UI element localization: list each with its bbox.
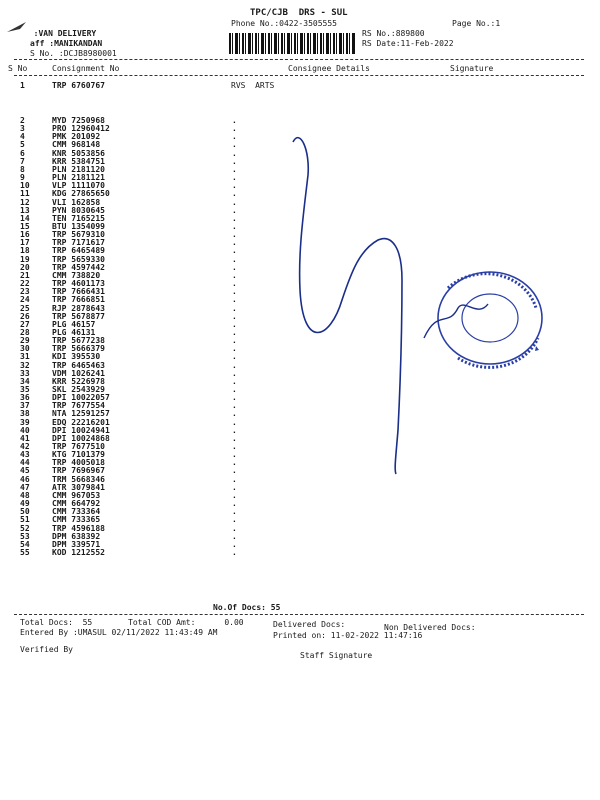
entered-by: Entered By :UMASUL 02/11/2022 11:43:49 AM <box>20 628 218 637</box>
row-sno: 30 <box>20 344 30 354</box>
row-consignee-dot: . <box>232 425 237 435</box>
row-consignee-dot: . <box>232 213 237 223</box>
rs-number: RS No.:889800 <box>362 29 425 38</box>
row-consignment-no: TRP 5678877 <box>52 311 105 321</box>
row-consignee-dot: . <box>232 254 237 264</box>
row-consignee-dot: . <box>232 132 237 142</box>
row-consignment-no: TRP 6465489 <box>52 246 105 256</box>
row-consignment-no: TRP 5679310 <box>52 230 105 240</box>
row-consignee-dot: . <box>232 433 237 443</box>
separator-top <box>14 59 584 60</box>
separator-bottom <box>14 614 584 615</box>
row-consignment-no: TRP 5659330 <box>52 254 105 264</box>
row-consignment-no: DPI 10024868 <box>52 433 110 443</box>
row-consignment-no: PMK 201092 <box>52 132 101 142</box>
row-consignment-no: NTA 12591257 <box>52 409 110 419</box>
row-sno: 23 <box>20 287 30 297</box>
row-consignment-no: TRP 7696967 <box>52 466 105 476</box>
row-sno: 22 <box>20 279 30 288</box>
row-consignment-no: PLG 46157 <box>52 319 96 329</box>
row-sno: 37 <box>20 401 30 411</box>
row-sno: 35 <box>20 384 30 394</box>
page-number: Page No.:1 <box>452 19 501 28</box>
row-sno: 21 <box>20 270 30 280</box>
row-sno: 48 <box>20 490 30 500</box>
row-consignee-dot: . <box>232 116 237 125</box>
row-sno: 2 <box>20 116 25 125</box>
row-consignment-no: DPM 638392 <box>52 531 101 541</box>
row-sno: 39 <box>20 417 30 427</box>
barcode <box>229 33 355 54</box>
row-consignment-no: TRP 6465463 <box>52 360 105 370</box>
row-consignment-no: SKL 2543929 <box>52 384 105 394</box>
row-sno: 49 <box>20 499 30 509</box>
row-consignee-dot: . <box>232 376 237 386</box>
total-cod-amount: Total COD Amt: 0.00 <box>128 618 244 627</box>
row-sno: 52 <box>20 523 30 533</box>
row-sno: 8 <box>20 164 25 174</box>
row-1-consignment: TRP 6760767 <box>52 81 105 90</box>
row-sno: 25 <box>20 303 30 313</box>
row-consignment-no: PLG 46131 <box>52 327 96 337</box>
row-sno: 33 <box>20 368 30 378</box>
row-consignment-no: CMM 967053 <box>52 490 101 500</box>
row-sno: 18 <box>20 246 30 256</box>
row-consignee-dot: . <box>232 474 237 484</box>
row-sno: 38 <box>20 409 30 419</box>
delivered-docs: Delivered Docs: <box>273 620 346 629</box>
row-consignee-dot: . <box>232 140 237 150</box>
row-consignment-no: PLN 2181120 <box>52 164 105 174</box>
row-consignee-dot: . <box>232 450 237 460</box>
row-consignment-no: TRP 7677510 <box>52 442 105 451</box>
row-consignee-dot: . <box>232 548 237 557</box>
row-consignee-dot: . <box>232 352 237 362</box>
row-consignment-no: RJP 2878643 <box>52 303 105 313</box>
row-consignment-no: CMM 733364 <box>52 507 101 517</box>
row-consignee-dot: . <box>232 515 237 525</box>
row-sno: 54 <box>20 539 30 549</box>
row-consignment-no: TRP 7666851 <box>52 295 105 305</box>
row-consignee-dot: . <box>232 368 237 378</box>
no-of-docs: No.Of Docs: 55 <box>213 603 281 612</box>
row-sno: 6 <box>20 148 25 158</box>
row-sno: 13 <box>20 205 30 215</box>
row-sno: 10 <box>20 181 30 191</box>
row-consignee-dot: . <box>232 262 237 272</box>
printed-on: Printed on: 11-02-2022 11:47:16 <box>273 631 423 640</box>
row-consignee-dot: . <box>232 287 237 297</box>
row-consignment-no: PLN 2181121 <box>52 173 105 183</box>
row-consignee-dot: . <box>232 523 237 533</box>
row-consignee-dot: . <box>232 230 237 240</box>
separator-header <box>14 75 584 76</box>
row-consignee-dot: . <box>232 246 237 256</box>
row-sno: 20 <box>20 262 30 272</box>
row-sno: 9 <box>20 173 25 183</box>
row-sno: 40 <box>20 425 30 435</box>
row-consignee-dot: . <box>232 393 237 403</box>
row-consignment-no: KDI 395530 <box>52 352 101 362</box>
row-sno: 19 <box>20 254 30 264</box>
row-consignee-dot: . <box>232 466 237 476</box>
staff-signature-label: Staff Signature <box>300 651 373 660</box>
row-consignee-dot: . <box>232 499 237 509</box>
row-consignee-dot: . <box>232 458 237 468</box>
row-consignment-no: VDM 1026241 <box>52 368 105 378</box>
row-consignment-no: TRP 5666379 <box>52 344 105 354</box>
row-consignee-dot: . <box>232 319 237 329</box>
row-consignment-no: KRR 5384751 <box>52 156 105 166</box>
row-sno: 16 <box>20 230 30 240</box>
row-consignment-no: TRP 4601173 <box>52 279 105 288</box>
row-consignee-dot: . <box>232 539 237 549</box>
row-consignee-dot: . <box>232 164 237 174</box>
row-consignment-no: MYD 7250968 <box>52 116 105 125</box>
row-consignee-dot: . <box>232 279 237 288</box>
row-consignment-no: DPM 339571 <box>52 539 101 549</box>
row-sno: 28 <box>20 327 30 337</box>
row-consignee-dot: . <box>232 303 237 313</box>
row-consignment-no: KTG 7101379 <box>52 450 105 460</box>
row-consignee-dot: . <box>232 197 237 207</box>
row-consignee-dot: . <box>232 327 237 337</box>
total-docs: Total Docs: 55 <box>20 618 93 627</box>
row-sno: 4 <box>20 132 25 142</box>
row-consignee-dot: . <box>232 360 237 370</box>
row-consignee-dot: . <box>232 270 237 280</box>
row-sno: 15 <box>20 221 30 231</box>
row-sno: 43 <box>20 450 30 460</box>
row-consignee-dot: . <box>232 490 237 500</box>
row-consignee-dot: . <box>232 205 237 215</box>
row-sno: 32 <box>20 360 30 370</box>
row-consignment-no: PRO 12960412 <box>52 124 110 134</box>
row-sno: 47 <box>20 482 30 492</box>
col-header-consignment: Consignment No <box>52 64 120 73</box>
row-consignee-dot: . <box>232 409 237 419</box>
row-consignment-no: DPI 10022057 <box>52 393 110 403</box>
row-sno: 29 <box>20 336 30 346</box>
row-consignee-dot: . <box>232 417 237 427</box>
row-sno: 34 <box>20 376 30 386</box>
row-sno: 11 <box>20 189 30 199</box>
row-consignment-no: CMM 664792 <box>52 499 101 509</box>
row-consignee-dot: . <box>232 507 237 517</box>
row-sno: 53 <box>20 531 30 541</box>
drs-number: S No. :DCJB8980001 <box>30 49 117 58</box>
row-sno: 36 <box>20 393 30 403</box>
col-header-consignee: Consignee Details <box>288 64 370 73</box>
row-consignment-no: TRP 7171617 <box>52 238 105 248</box>
row-consignee-dot: . <box>232 238 237 248</box>
row-sno: 14 <box>20 213 30 223</box>
row-consignment-no: KNR 5053856 <box>52 148 105 158</box>
row-sno: 5 <box>20 140 25 150</box>
table-row <box>0 549 600 557</box>
row-sno: 27 <box>20 319 30 329</box>
row-sno: 51 <box>20 515 30 525</box>
row-1-consignee: RVS ARTS <box>231 81 275 90</box>
row-consignee-dot: . <box>232 124 237 134</box>
row-consignee-dot: . <box>232 295 237 305</box>
row-consignment-no: CMM 738820 <box>52 270 101 280</box>
row-sno: 3 <box>20 124 25 134</box>
row-sno: 50 <box>20 507 30 517</box>
delivery-type: :VAN DELIVERY <box>24 29 97 38</box>
row-consignment-no: KOD 1212552 <box>52 548 105 557</box>
row-consignment-no: KDG 27865650 <box>52 189 110 199</box>
row-consignee-dot: . <box>232 173 237 183</box>
row-consignee-dot: . <box>232 401 237 411</box>
row-consignment-no: TEN 7165215 <box>52 213 105 223</box>
row-sno: 41 <box>20 433 30 443</box>
row-consignment-no: CMM 968148 <box>52 140 101 150</box>
row-sno: 7 <box>20 156 25 166</box>
row-consignee-dot: . <box>232 336 237 346</box>
row-sno: 55 <box>20 548 30 557</box>
rs-date: RS Date:11-Feb-2022 <box>362 39 454 48</box>
row-consignee-dot: . <box>232 531 237 541</box>
row-consignment-no: DPI 10024941 <box>52 425 110 435</box>
row-consignee-dot: . <box>232 181 237 191</box>
row-consignee-dot: . <box>232 482 237 492</box>
row-sno: 17 <box>20 238 30 248</box>
document-title: TPC/CJB DRS - SUL <box>250 8 348 18</box>
row-sno: 45 <box>20 466 30 476</box>
row-consignee-dot: . <box>232 442 237 451</box>
row-consignment-no: TRP 4596188 <box>52 523 105 533</box>
row-consignment-no: TRM 5668346 <box>52 474 105 484</box>
row-consignment-no: KRR 5226978 <box>52 376 105 386</box>
phone-number: Phone No.:0422-3505555 <box>231 19 337 28</box>
row-sno: 12 <box>20 197 30 207</box>
row-consignment-no: TRP 4005018 <box>52 458 105 468</box>
row-consignee-dot: . <box>232 384 237 394</box>
verified-by: Verified By <box>20 645 73 654</box>
row-1-sno: 1 <box>20 81 25 90</box>
row-consignee-dot: . <box>232 344 237 354</box>
row-consignment-no: VLI 162858 <box>52 197 101 207</box>
row-consignee-dot: . <box>232 156 237 166</box>
row-consignment-no: CMM 733365 <box>52 515 101 525</box>
row-sno: 24 <box>20 295 30 305</box>
row-sno: 46 <box>20 474 30 484</box>
row-sno: 26 <box>20 311 30 321</box>
row-consignment-no: BTU 1354099 <box>52 221 105 231</box>
row-consignment-no: TRP 4597442 <box>52 262 105 272</box>
row-consignee-dot: . <box>232 221 237 231</box>
row-sno: 44 <box>20 458 30 468</box>
col-header-sno: S No <box>8 64 28 73</box>
row-consignment-no: TRP 5677238 <box>52 336 105 346</box>
non-delivered-docs: Non Delivered Docs: <box>384 623 476 632</box>
row-sno: 31 <box>20 352 30 362</box>
row-consignment-no: EDQ 22216201 <box>52 417 110 427</box>
row-consignment-no: VLP 1111070 <box>52 181 105 191</box>
row-consignment-no: PYN 8030645 <box>52 205 105 215</box>
staff-name: aff :MANIKANDAN <box>30 39 103 48</box>
col-header-signature: Signature <box>450 64 494 73</box>
row-consignment-no: TRP 7677554 <box>52 401 105 411</box>
row-consignee-dot: . <box>232 311 237 321</box>
row-consignment-no: TRP 7666431 <box>52 287 105 297</box>
row-consignment-no: ATR 3079841 <box>52 482 105 492</box>
row-sno: 42 <box>20 442 30 451</box>
row-consignee-dot: . <box>232 148 237 158</box>
row-consignee-dot: . <box>232 189 237 199</box>
college-seal-stamp <box>418 268 548 378</box>
